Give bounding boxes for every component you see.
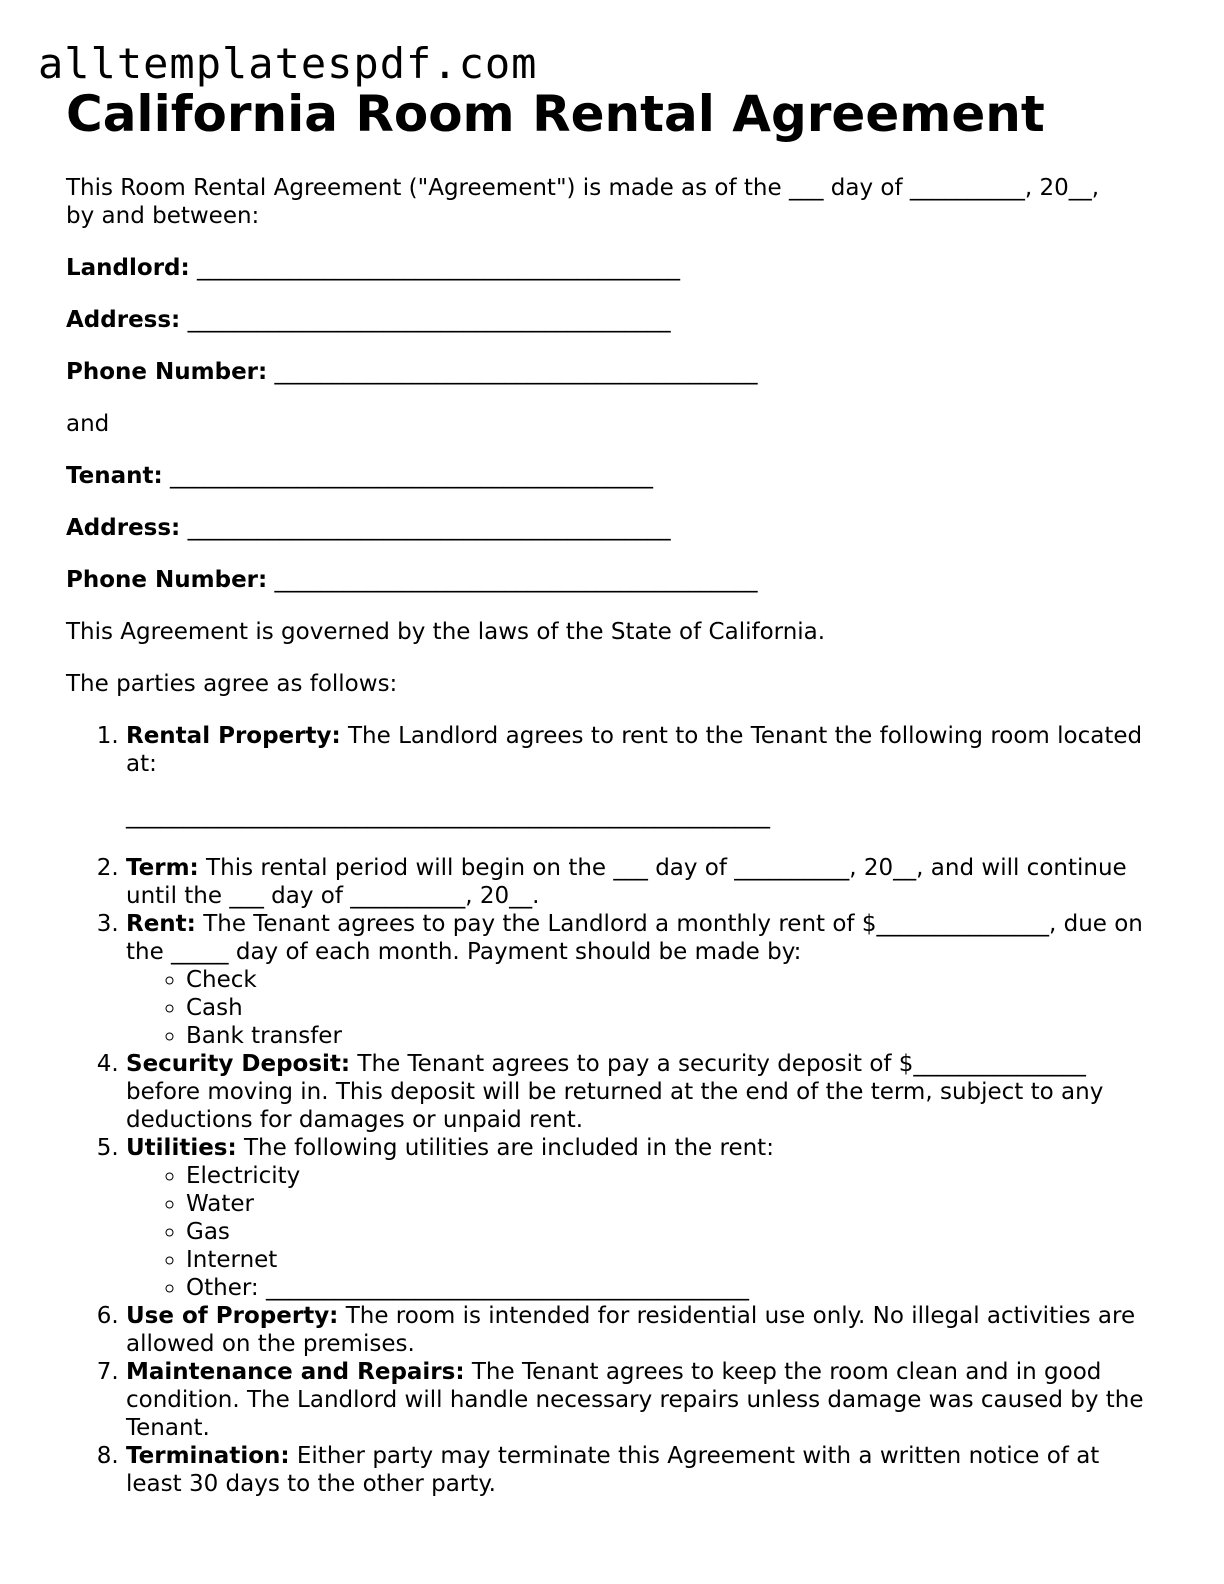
term-rental-period	[126, 854, 1156, 910]
termination-text: Either party may terminate this Agreement with a written notice of at least 30 days to the other party.	[126, 1443, 1100, 1497]
and-text: and	[66, 411, 110, 437]
landlord-name-field[interactable]	[66, 254, 1156, 282]
utility-water: ◦ Water	[186, 1190, 1156, 1218]
term-security-deposit	[126, 1050, 1156, 1134]
security-deposit-text: The Tenant agrees to pay a security deposit of $_______________ before moving in. This deposit will be returned at the end of the term, subject to any deductions for damages or unpaid rent.	[126, 1051, 1104, 1133]
landlord-name-blank[interactable]: __________________________________________	[197, 255, 681, 281]
utilities-text: The following utilities are included in the rent:	[236, 1135, 774, 1161]
payment-method-cash: ◦ Cash	[186, 994, 1156, 1022]
utilities-list	[126, 1162, 1156, 1302]
term-text: This rental period will begin on the ___ day of __________, 20__, and will continue until the ___ day of __________, 20__.	[126, 855, 1127, 909]
maintenance-text: The Tenant agrees to keep the room clean and in good condition. The Landlord will handle necessary repairs unless damage was caused by the Tenant.	[126, 1359, 1144, 1441]
tenant-name-blank[interactable]: __________________________________________	[170, 463, 654, 489]
landlord-address-blank[interactable]: __________________________________________	[187, 307, 671, 333]
landlord-name-label: Landlord:	[66, 255, 190, 281]
document-page	[66, 84, 1156, 1498]
term-utilities	[126, 1134, 1156, 1302]
payment-methods-list	[126, 966, 1156, 1050]
utility-internet: ◦ Internet	[186, 1246, 1156, 1274]
intro-line-2: by and between:	[66, 203, 260, 229]
parties-agree-text: The parties agree as follows:	[66, 671, 398, 697]
rental-property-heading: Rental Property:	[126, 723, 341, 749]
term-maintenance	[126, 1358, 1156, 1442]
landlord-address-field[interactable]	[66, 306, 1156, 334]
rental-property-text: The Landlord agrees to rent to the Tenant the following room located at:	[126, 723, 1143, 777]
rent-text: The Tenant agrees to pay the Landlord a monthly rent of $_______________, due on the _____ day of each month. Payment should be made by:	[126, 911, 1143, 965]
term-rental-property	[126, 722, 1156, 854]
intro-line-1: This Room Rental Agreement ("Agreement") is made as of the ___ day of __________, 20__,	[66, 175, 1100, 201]
watermark: alltemplatespdf.com	[38, 39, 538, 88]
term-use-of-property	[126, 1302, 1156, 1358]
use-of-property-heading: Use of Property:	[126, 1303, 339, 1329]
landlord-phone-blank[interactable]: __________________________________________	[274, 359, 758, 385]
utilities-heading: Utilities:	[126, 1135, 237, 1161]
utility-other[interactable]: ◦ Other: __________________________________________	[186, 1274, 1156, 1302]
landlord-phone-label: Phone Number:	[66, 359, 268, 385]
tenant-address-field[interactable]	[66, 514, 1156, 542]
tenant-address-label: Address:	[66, 515, 181, 541]
tenant-name-field[interactable]	[66, 462, 1156, 490]
payment-method-bank-transfer: ◦ Bank transfer	[186, 1022, 1156, 1050]
term-rent	[126, 910, 1156, 1050]
tenant-phone-field[interactable]	[66, 566, 1156, 594]
landlord-address-label: Address:	[66, 307, 181, 333]
rental-property-address-blank[interactable]: ________________________________________________________	[126, 803, 770, 829]
tenant-name-label: Tenant:	[66, 463, 163, 489]
rent-heading: Rent:	[126, 911, 196, 937]
maintenance-heading: Maintenance and Repairs:	[126, 1359, 465, 1385]
term-heading: Term:	[126, 855, 199, 881]
termination-heading: Termination:	[126, 1443, 290, 1469]
intro-paragraph	[66, 174, 1156, 230]
term-termination	[126, 1442, 1156, 1498]
terms-list	[66, 722, 1156, 1498]
security-deposit-heading: Security Deposit:	[126, 1051, 351, 1077]
landlord-phone-field[interactable]	[66, 358, 1156, 386]
utility-electricity: ◦ Electricity	[186, 1162, 1156, 1190]
use-of-property-text: The room is intended for residential use only. No illegal activities are allowed on the premises.	[126, 1303, 1136, 1357]
tenant-phone-label: Phone Number:	[66, 567, 268, 593]
tenant-phone-blank[interactable]: __________________________________________	[274, 567, 758, 593]
tenant-address-blank[interactable]: __________________________________________	[187, 515, 671, 541]
payment-method-check: ◦ Check	[186, 966, 1156, 994]
governing-law-text: This Agreement is governed by the laws of the State of California.	[66, 619, 826, 645]
document-title: California Room Rental Agreement	[66, 85, 1045, 143]
utility-gas: ◦ Gas	[186, 1218, 1156, 1246]
